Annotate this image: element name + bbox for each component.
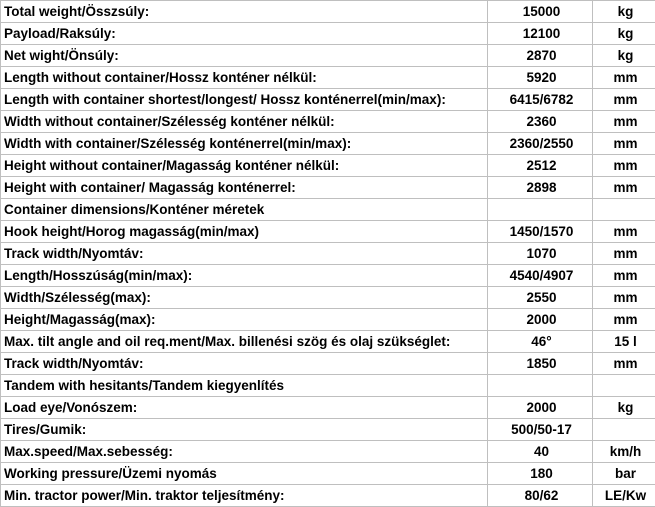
spec-label: Height without container/Magasság konténer nélkül: [1, 155, 488, 177]
spec-unit: mm [593, 155, 655, 177]
table-row [1, 155, 655, 177]
spec-value: 2550 [488, 287, 593, 309]
spec-unit: mm [593, 133, 655, 155]
spec-value: 15000 [488, 1, 593, 23]
table-row [1, 23, 655, 45]
spec-label: Load eye/Vonószem: [1, 397, 488, 419]
spec-label: Payload/Raksúly: [1, 23, 488, 45]
spec-unit: kg [593, 1, 655, 23]
spec-value: 5920 [488, 67, 593, 89]
section-heading-row [1, 375, 655, 397]
spec-value: 1450/1570 [488, 221, 593, 243]
spec-label: Length with container shortest/longest/ Hossz konténerrel(min/max): [1, 89, 488, 111]
spec-unit: mm [593, 265, 655, 287]
spec-value: 46° [488, 331, 593, 353]
spec-unit: mm [593, 89, 655, 111]
spec-label: Net wight/Önsúly: [1, 45, 488, 67]
table-row [1, 419, 655, 441]
spec-value: 2000 [488, 309, 593, 331]
spec-unit: mm [593, 287, 655, 309]
section-heading-row [1, 199, 655, 221]
spec-value: 180 [488, 463, 593, 485]
spec-value: 6415/6782 [488, 89, 593, 111]
spec-value: 1070 [488, 243, 593, 265]
table-row [1, 397, 655, 419]
spec-label: Width/Szélesség(max): [1, 287, 488, 309]
spec-label: Container dimensions/Konténer méretek [1, 199, 488, 221]
spec-label: Max.speed/Max.sebesség: [1, 441, 488, 463]
spec-unit: mm [593, 221, 655, 243]
spec-value: 1850 [488, 353, 593, 375]
spec-value: 2870 [488, 45, 593, 67]
spec-label: Min. tractor power/Min. traktor teljesítmény: [1, 485, 488, 507]
spec-label: Length without container/Hossz konténer nélkül: [1, 67, 488, 89]
table-row [1, 177, 655, 199]
spec-unit: LE/Kw [593, 485, 655, 507]
spec-label: Working pressure/Üzemi nyomás [1, 463, 488, 485]
spec-label: Tandem with hesitants/Tandem kiegyenlítés [1, 375, 488, 397]
spec-label: Max. tilt angle and oil req.ment/Max. billenési szög és olaj szükséglet: [1, 331, 488, 353]
spec-unit: kg [593, 45, 655, 67]
spec-unit: 15 l [593, 331, 655, 353]
spec-value: 2000 [488, 397, 593, 419]
spec-value: 500/50-17 [488, 419, 593, 441]
table-row [1, 133, 655, 155]
table-row [1, 111, 655, 133]
spec-label: Hook height/Horog magasság(min/max) [1, 221, 488, 243]
table-row [1, 441, 655, 463]
spec-value: 4540/4907 [488, 265, 593, 287]
spec-unit: mm [593, 243, 655, 265]
spec-unit [593, 199, 655, 221]
spec-value [488, 375, 593, 397]
spec-value: 2360/2550 [488, 133, 593, 155]
spec-label: Total weight/Összsúly: [1, 1, 488, 23]
table-row [1, 353, 655, 375]
spec-label: Track width/Nyomtáv: [1, 243, 488, 265]
table-row [1, 67, 655, 89]
table-row [1, 485, 655, 507]
spec-label: Tires/Gumik: [1, 419, 488, 441]
spec-value: 40 [488, 441, 593, 463]
spec-label: Height/Magasság(max): [1, 309, 488, 331]
spec-value: 2360 [488, 111, 593, 133]
spec-unit: mm [593, 111, 655, 133]
table-row [1, 287, 655, 309]
spec-value: 2512 [488, 155, 593, 177]
spec-unit: bar [593, 463, 655, 485]
spec-unit: mm [593, 309, 655, 331]
spec-unit [593, 419, 655, 441]
spec-label: Length/Hosszúság(min/max): [1, 265, 488, 287]
spec-unit [593, 375, 655, 397]
table-row [1, 1, 655, 23]
table-row [1, 89, 655, 111]
spec-unit: kg [593, 397, 655, 419]
spec-unit: mm [593, 67, 655, 89]
spec-value: 80/62 [488, 485, 593, 507]
table-row [1, 331, 655, 353]
spec-label: Track width/Nyomtáv: [1, 353, 488, 375]
spec-unit: mm [593, 353, 655, 375]
table-row [1, 221, 655, 243]
spec-value: 2898 [488, 177, 593, 199]
spec-unit: kg [593, 23, 655, 45]
table-row [1, 45, 655, 67]
spec-unit: km/h [593, 441, 655, 463]
spec-label: Width with container/Szélesség konténerrel(min/max): [1, 133, 488, 155]
spec-label: Height with container/ Magasság konténerrel: [1, 177, 488, 199]
table-row [1, 309, 655, 331]
table-row [1, 243, 655, 265]
spec-value [488, 199, 593, 221]
spec-label: Width without container/Szélesség konténer nélkül: [1, 111, 488, 133]
spec-unit: mm [593, 177, 655, 199]
spec-value: 12100 [488, 23, 593, 45]
table-row [1, 463, 655, 485]
table-row [1, 265, 655, 287]
